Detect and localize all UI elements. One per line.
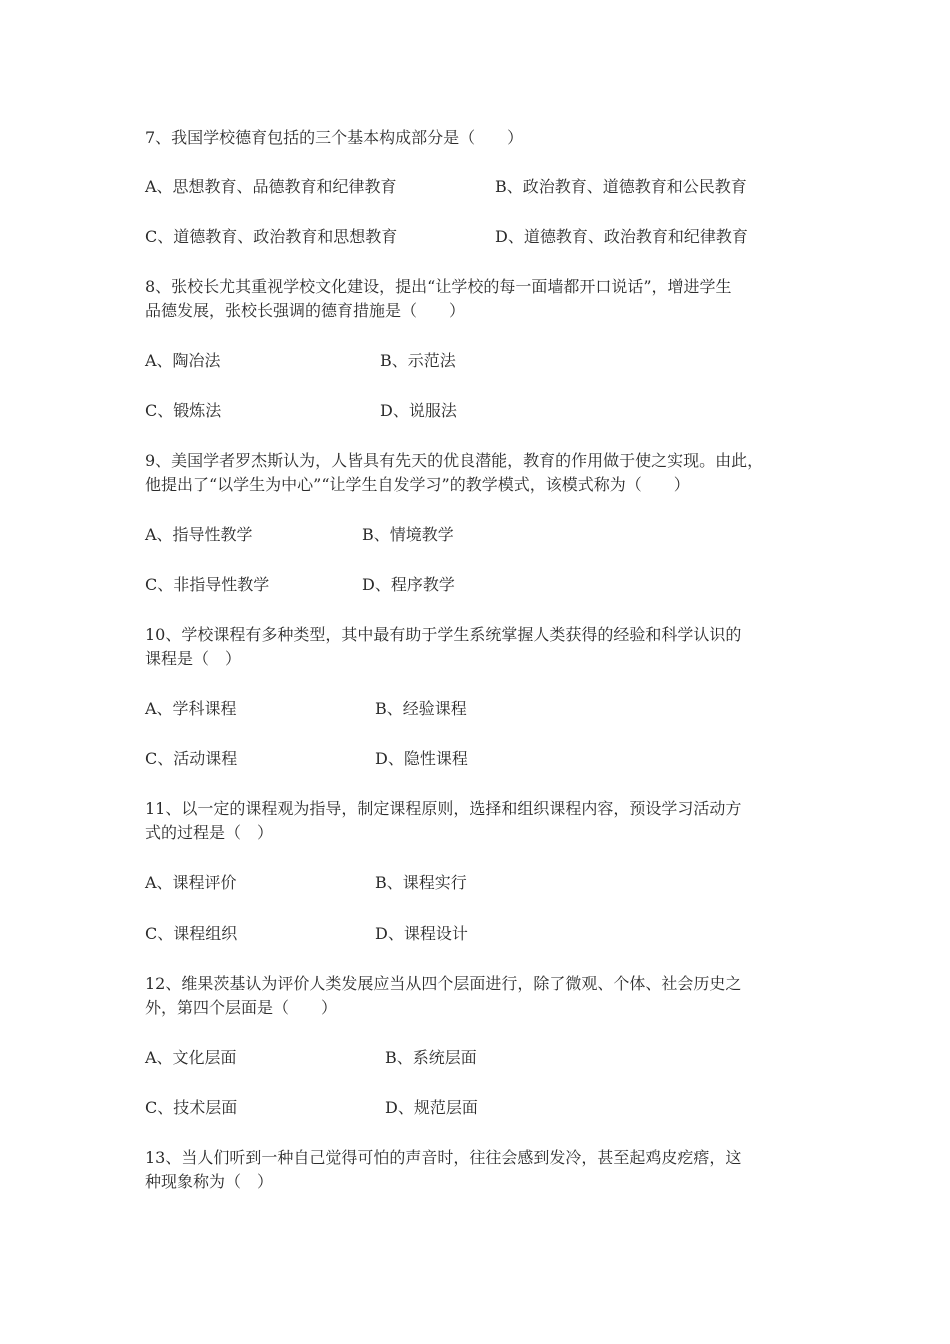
question-9-option-c: C、非指导性教学 xyxy=(145,575,270,594)
question-8-option-b: B、示范法 xyxy=(380,351,456,370)
question-9-option-d: D、程序教学 xyxy=(362,575,455,594)
question-7-option-d: D、道德教育、政治教育和纪律教育 xyxy=(495,227,748,246)
question-10-stem-line-1: 10、学校课程有多种类型，其中最有助于学生系统掌握人类获得的经验和科学认识的 xyxy=(145,625,742,644)
question-8-stem-line-1: 8、张校长尤其重视学校文化建设，提出“让学校的每一面墙都开口说话”，增进学生 xyxy=(145,277,732,296)
question-9-option-b: B、情境教学 xyxy=(362,525,454,544)
question-8-option-c: C、锻炼法 xyxy=(145,401,222,420)
question-10-option-d: D、隐性课程 xyxy=(375,749,468,768)
question-12-option-d: D、规范层面 xyxy=(385,1098,478,1117)
question-9-stem-line-1: 9、美国学者罗杰斯认为，人皆具有先天的优良潜能，教育的作用做于使之实现。由此， xyxy=(145,451,764,470)
question-12-option-a: A、文化层面 xyxy=(145,1048,237,1067)
question-11-option-b: B、课程实行 xyxy=(375,873,467,892)
question-9-stem-line-2: 他提出了“以学生为中心”“让学生自发学习”的教学模式，该模式称为（ ） xyxy=(145,475,690,494)
question-12-stem-line-1: 12、维果茨基认为评价人类发展应当从四个层面进行，除了微观、个体、社会历史之 xyxy=(145,974,742,993)
question-12-option-c: C、技术层面 xyxy=(145,1098,238,1117)
question-10-option-a: A、学科课程 xyxy=(145,699,237,718)
question-8-option-a: A、陶冶法 xyxy=(145,351,221,370)
question-7-stem-line-1: 7、我国学校德育包括的三个基本构成部分是（ ） xyxy=(145,128,524,147)
question-12-option-b: B、系统层面 xyxy=(385,1048,477,1067)
question-13-stem-line-2: 种现象称为（ ） xyxy=(145,1172,274,1191)
question-10-option-c: C、活动课程 xyxy=(145,749,238,768)
question-7-option-b: B、政治教育、道德教育和公民教育 xyxy=(495,177,747,196)
question-11-option-a: A、课程评价 xyxy=(145,873,237,892)
question-11-option-d: D、课程设计 xyxy=(375,924,468,943)
question-10-option-b: B、经验课程 xyxy=(375,699,467,718)
question-7-option-a: A、思想教育、品德教育和纪律教育 xyxy=(145,177,397,196)
question-7-option-c: C、道德教育、政治教育和思想教育 xyxy=(145,227,398,246)
question-11-option-c: C、课程组织 xyxy=(145,924,238,943)
question-10-stem-line-2: 课程是（ ） xyxy=(145,649,242,668)
question-8-stem-line-2: 品德发展，张校长强调的德育措施是（ ） xyxy=(145,301,466,320)
question-11-stem-line-1: 11、以一定的课程观为指导，制定课程原则，选择和组织课程内容，预设学习活动方 xyxy=(145,799,742,818)
question-8-option-d: D、说服法 xyxy=(380,401,457,420)
question-9-option-a: A、指导性教学 xyxy=(145,525,253,544)
question-11-stem-line-2: 式的过程是（ ） xyxy=(145,823,274,842)
question-12-stem-line-2: 外，第四个层面是（ ） xyxy=(145,998,338,1017)
question-13-stem-line-1: 13、当人们听到一种自己觉得可怕的声音时，往往会感到发冷，甚至起鸡皮疙瘩，这 xyxy=(145,1148,742,1167)
